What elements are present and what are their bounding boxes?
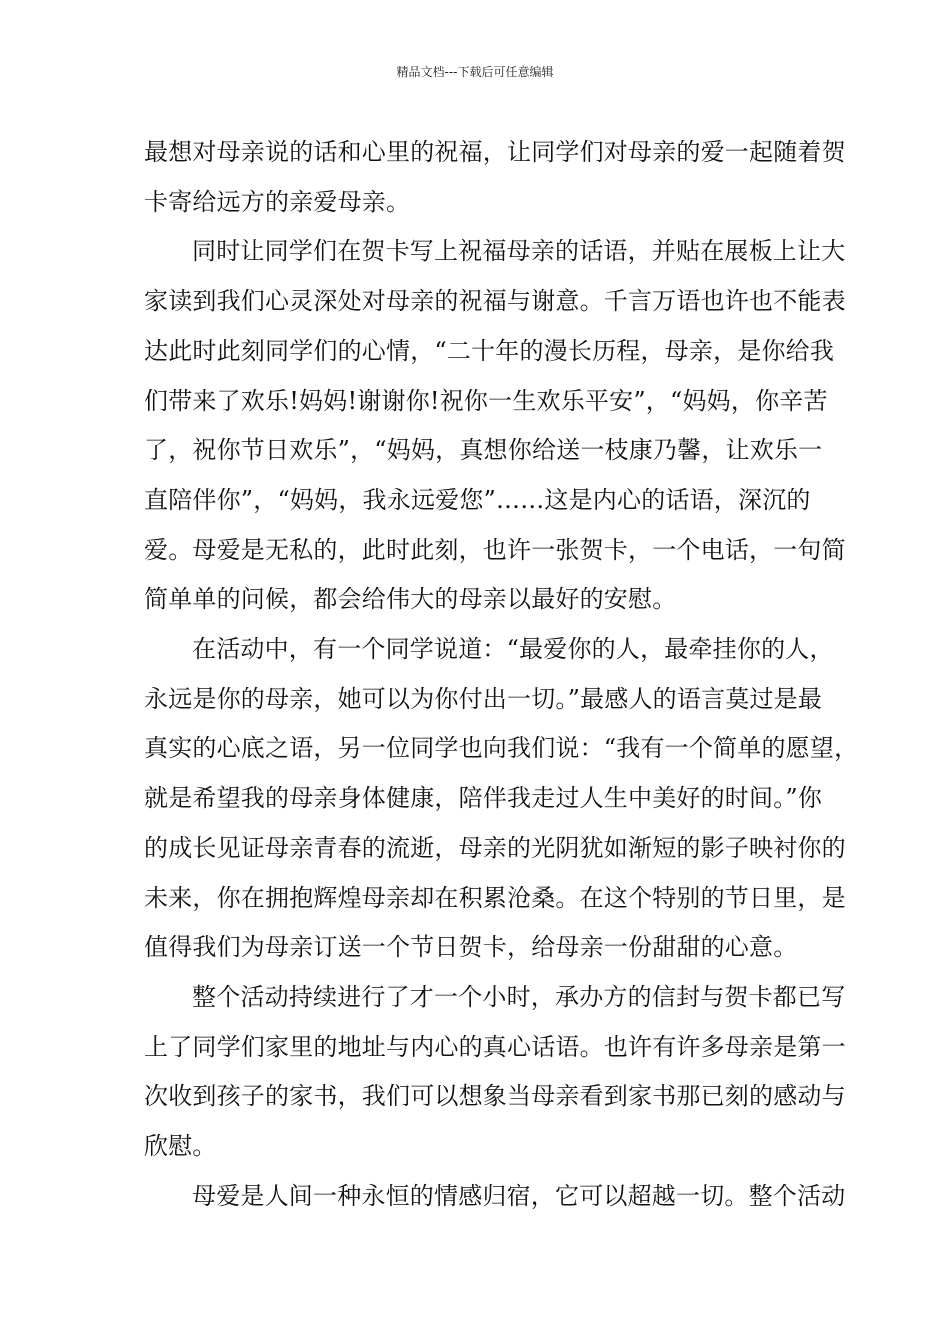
document-body [144, 128, 859, 1221]
text-line: 达此时此刻同学们的心情，“二十年的漫长历程，母亲，是你给我 [144, 336, 835, 365]
text-line: 真实的心底之语，另一位同学也向我们说：“我有一个简单的愿望， [144, 734, 859, 763]
text-line: 欣慰。 [144, 1132, 217, 1161]
text-line: 永远是你的母亲，她可以为你付出一切。”最感人的语言莫过是最 [144, 684, 823, 713]
text-line: 家读到我们心灵深处对母亲的祝福与谢意。千言万语也许也不能表 [144, 287, 846, 316]
paragraph-4 [144, 973, 846, 1172]
paragraph-5 [144, 1172, 846, 1222]
text-line: 就是希望我的母亲身体健康，陪伴我走过人生中美好的时间。”你 [144, 784, 823, 813]
text-line: 简单单的问候，都会给伟大的母亲以最好的安慰。 [144, 585, 677, 614]
text-line: 卡寄给远方的亲爱母亲。 [144, 187, 411, 216]
text-line: 们带来了欢乐!妈妈!谢谢你!祝你一生欢乐平安”，“妈妈，你辛苦 [144, 386, 828, 415]
paragraph-3 [144, 625, 859, 973]
text-line: 值得我们为母亲订送一个节日贺卡，给母亲一份甜甜的心意。 [144, 933, 798, 962]
text-line: 次收到孩子的家书，我们可以想象当母亲看到家书那已刻的感动与 [144, 1082, 846, 1111]
text-line: 了，祝你节日欢乐”，“妈妈，真想你给送一枝康乃馨，让欢乐一 [144, 436, 823, 465]
text-line: 上了同学们家里的地址与内心的真心话语。也许有许多母亲是第一 [144, 1032, 846, 1061]
text-line: 整个活动持续进行了才一个小时，承办方的信封与贺卡都已写 [192, 982, 846, 1011]
text-line: 直陪伴你”，“妈妈，我永远爱您”……这是内心的话语，深沉的 [144, 485, 811, 514]
paragraph-1 [144, 128, 846, 227]
text-line: 未来，你在拥抱辉煌母亲却在积累沧桑。在这个特别的节日里，是 [144, 883, 846, 912]
page-header: 精品文档---下载后可任意编辑 [396, 65, 554, 79]
text-line: 最想对母亲说的话和心里的祝福，让同学们对母亲的爱一起随着贺 [144, 138, 846, 166]
text-line: 爱。母爱是无私的，此时此刻，也许一张贺卡，一个电话，一句简 [144, 535, 846, 564]
text-line: 同时让同学们在贺卡写上祝福母亲的话语，并贴在展板上让大 [192, 237, 846, 266]
text-line: 的成长见证母亲青春的流逝，母亲的光阴犹如渐短的影子映衬你的 [144, 833, 846, 862]
paragraph-2 [144, 227, 846, 625]
text-line: 母爱是人间一种永恒的情感归宿，它可以超越一切。整个活动 [192, 1181, 846, 1210]
text-line: 在活动中，有一个同学说道：“最爱你的人，最牵挂你的人， [192, 635, 834, 664]
